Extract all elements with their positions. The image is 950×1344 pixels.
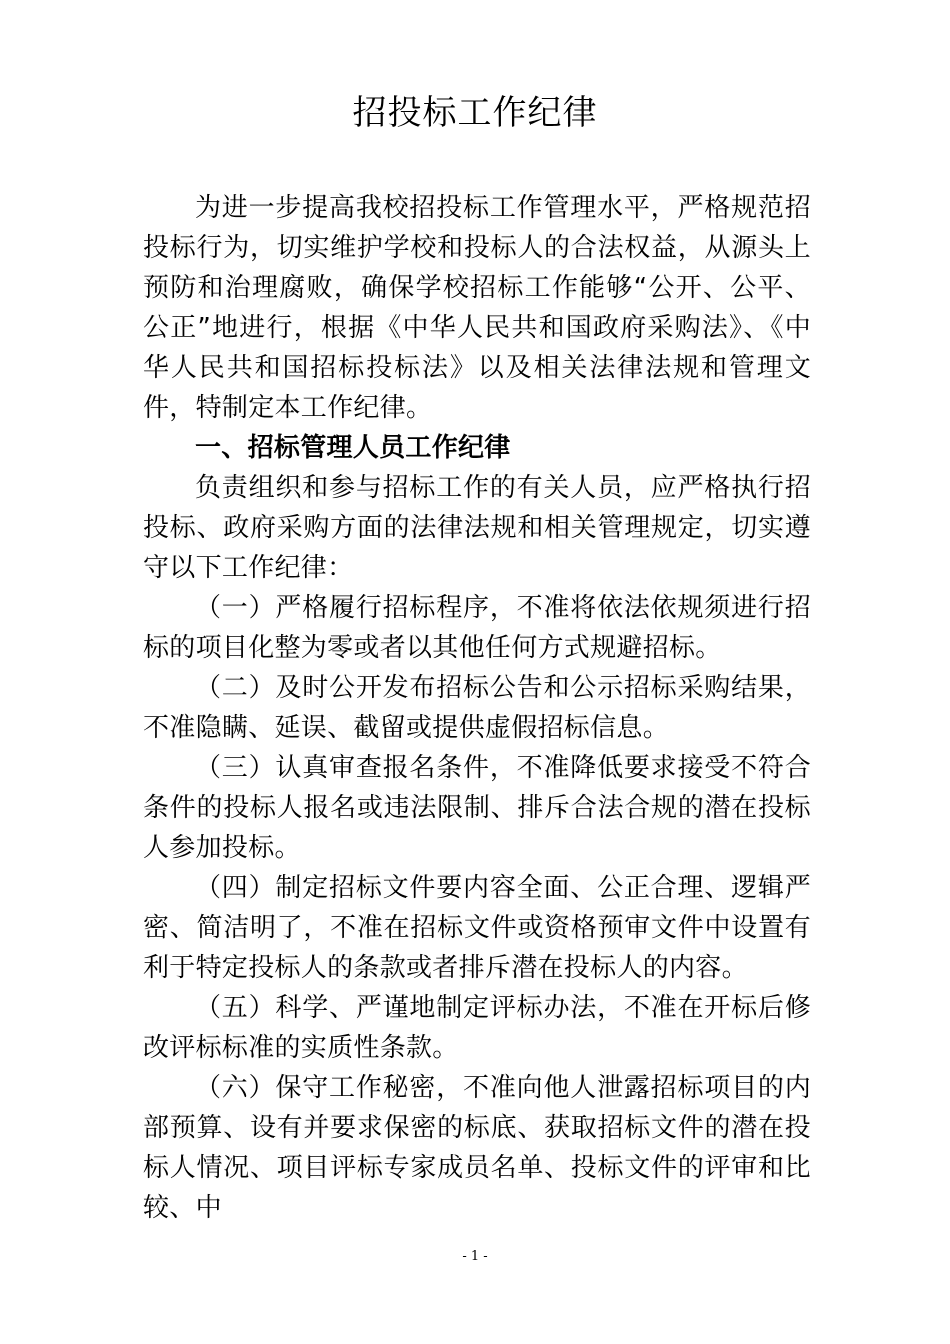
rule-item-2: （二）及时公开发布招标公告和公示招标采购结果，不准隐瞒、延误、截留或提供虚假招标信息。 [143, 673, 811, 743]
section-intro-paragraph: 负责组织和参与招标工作的有关人员，应严格执行招投标、政府采购方面的法律法规和相关管理规定，切实遵守以下工作纪律： [143, 473, 811, 583]
document-title: 招投标工作纪律 [352, 93, 598, 133]
rule-item-1: （一）严格履行招标程序，不准将依法依规须进行招标的项目化整为零或者以其他任何方式规避招标。 [143, 593, 811, 663]
rule-item-4: （四）制定招标文件要内容全面、公正合理、逻辑严密、简洁明了，不准在招标文件或资格预审文件中设置有利于特定投标人的条款或者排斥潜在投标人的内容。 [143, 873, 811, 983]
rule-item-6: （六）保守工作秘密，不准向他人泄露招标项目的内部预算、设有并要求保密的标底、获取招标文件的潜在投标人情况、项目评标专家成员名单、投标文件的评审和比较、中 [143, 1073, 811, 1223]
page-number: - 1 - [462, 1249, 488, 1264]
section-heading: 一、招标管理人员工作纪律 [195, 433, 511, 463]
rule-item-3: （三）认真审查报名条件，不准降低要求接受不符合条件的投标人报名或违法限制、排斥合法合规的潜在投标人参加投标。 [143, 753, 811, 863]
rule-item-5: （五）科学、严谨地制定评标办法，不准在开标后修改评标标准的实质性条款。 [143, 993, 811, 1063]
intro-paragraph: 为进一步提高我校招投标工作管理水平，严格规范招投标行为，切实维护学校和投标人的合法权益，从源头上预防和治理腐败，确保学校招标工作能够“公开、公平、公正”地进行，根据《中华人民共和国政府采购法》、《中华人民共和国招标投标法》以及相关法律法规和管理文件，特制定本工作纪律。 [143, 193, 811, 423]
document-body [143, 188, 811, 1228]
